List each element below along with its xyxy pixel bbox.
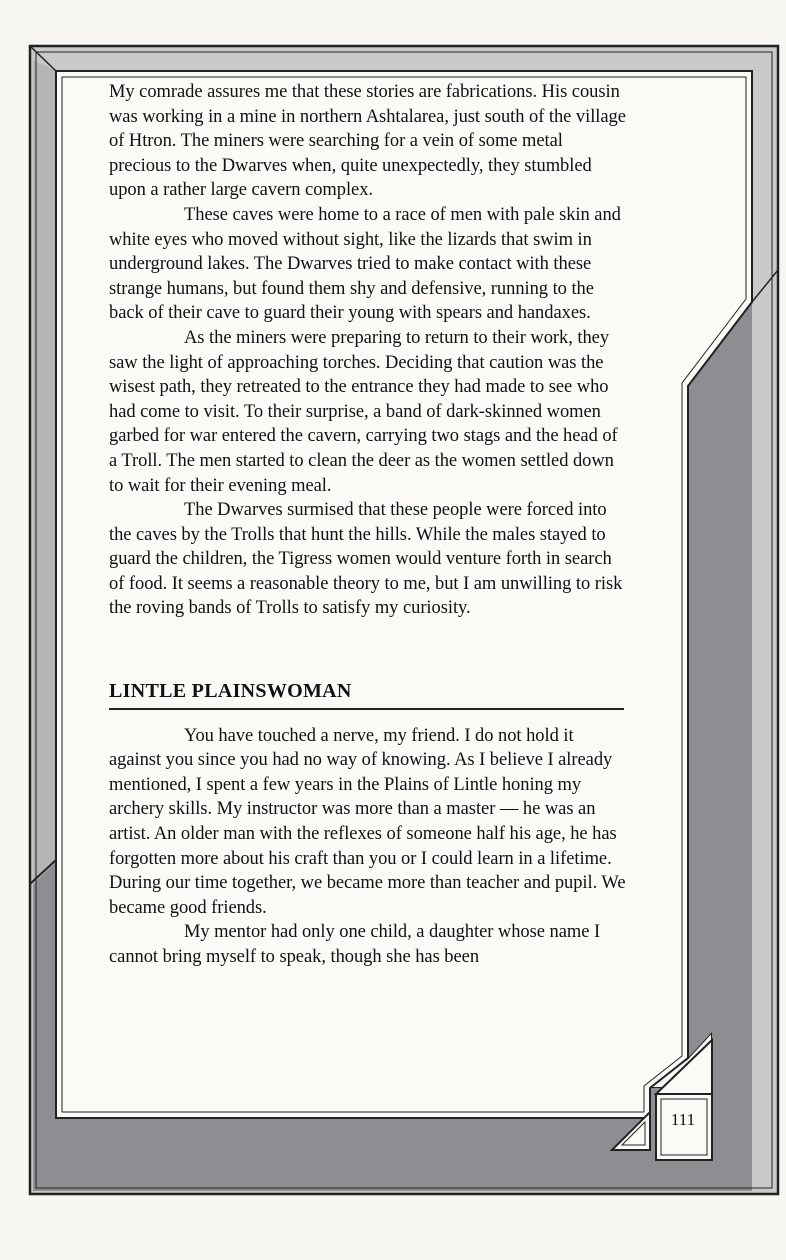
page-number: 111 — [670, 1110, 696, 1129]
body-paragraph: As the miners were preparing to return to their work, they saw the light of approaching torches. Deciding that caution was the wisest path, they retreated to the entrance they had made to see who had come to visit. To their surprise, a band of dark-skinned women garbed for war entered the cavern, carrying two stags and the head of a Troll. The men started to clean the deer as the women settled down to wait for their evening meal. — [109, 327, 618, 496]
text-column — [109, 80, 629, 970]
body-paragraph: The Dwarves surmised that these people were forced into the caves by the Trolls that hunt the hills. While the males stayed to guard the children, the Tigress women would venture forth in search of food. It seems a reasonable theory to me, but I am unwilling to risk the roving bands of Trolls to satisfy my curiosity. — [109, 500, 623, 619]
body-paragraph: You have touched a nerve, my friend. I do not hold it against you since you had no way of knowing. As I believe I already mentioned, I spent a few years in the Plains of Lintle honing my archery skills. My instructor was more than a master — he was an artist. An older man with the reflexes of someone half his age, he has forgotten more about his craft than you or I could learn in a lifetime. During our time together, we became more than teacher and pupil. We became good friends. — [109, 725, 626, 918]
body-paragraph: My comrade assures me that these stories are fabrications. His cousin was working in a mine in northern Ashtalarea, just south of the village of Htron. The miners were searching for a vein of some metal precious to the Dwarves when, quite unexpectedly, they stumbled upon a rather large cavern complex. — [109, 82, 626, 201]
body-paragraph: My mentor had only one child, a daughter whose name I cannot bring myself to speak, though she has been — [109, 922, 601, 967]
section-heading: LINTLE PLAINSWOMAN — [109, 679, 624, 710]
body-paragraph: These caves were home to a race of men with pale skin and white eyes who moved without sight, like the lizards that swim in underground lakes. The Dwarves tried to make contact with these strange humans, but found them shy and defensive, running to the back of their cave to guard their young with spears and handaxes. — [109, 204, 621, 324]
